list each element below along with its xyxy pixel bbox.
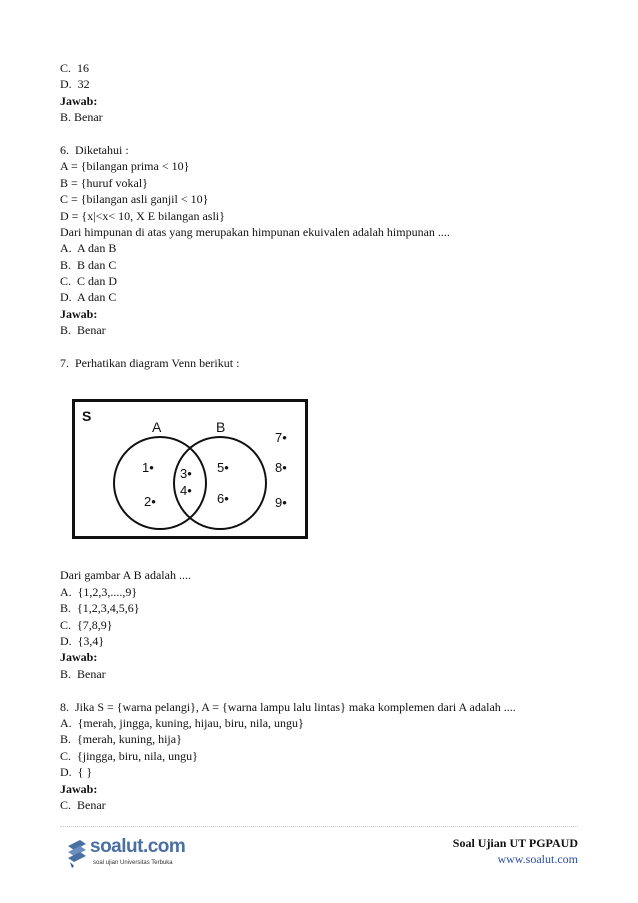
- soalut-logo-subtitle: soal ujian Universitas Terbuka: [93, 860, 173, 866]
- venn-set-b-label: B: [216, 419, 226, 435]
- venn-outside-2: 8•: [275, 460, 287, 475]
- q7-jawab-label: Jawab:: [60, 650, 98, 665]
- q8-option-d: D. { }: [60, 765, 93, 780]
- q5-option-d: D. 32: [60, 77, 90, 92]
- q6-set-c: C = {bilangan asli ganjil < 10}: [60, 192, 209, 207]
- footer-url-link[interactable]: www.soalut.com: [497, 852, 578, 866]
- q5-jawab-label: Jawab:: [60, 93, 98, 108]
- q7-option-d: D. {3,4}: [60, 633, 105, 648]
- q8-jawab-label: Jawab:: [60, 781, 98, 796]
- q6-option-c: C. C dan D: [60, 274, 117, 289]
- venn-set-a-label: A: [152, 419, 162, 435]
- q6-title: 6. Diketahui :: [60, 142, 129, 157]
- q6-set-a: A = {bilangan prima < 10}: [60, 159, 190, 174]
- venn-universe-label: S: [82, 408, 92, 424]
- venn-a-only-1: 1•: [142, 460, 154, 475]
- q6-set-b: B = {huruf vokal}: [60, 175, 148, 190]
- q8-option-b: B. {merah, kuning, hija}: [60, 732, 182, 747]
- q7-option-a: A. {1,2,3,....,9}: [60, 584, 138, 599]
- q7-question: Dari gambar A B adalah ....: [60, 568, 191, 583]
- venn-diagram: [72, 399, 308, 539]
- footer-title: Soal Ujian UT PGPAUD: [452, 836, 578, 850]
- q6-jawab-label: Jawab:: [60, 306, 98, 321]
- soalut-logo-text: soalut.com: [90, 836, 186, 857]
- q6-option-d: D. A dan C: [60, 290, 117, 305]
- q6-question: Dari himpunan di atas yang merupakan himpunan ekuivalen adalah himpunan ....: [60, 224, 450, 239]
- q6-answer: B. Benar: [60, 323, 106, 338]
- q5-option-c: C. 16: [60, 61, 90, 75]
- venn-intersection-2: 4•: [180, 483, 192, 498]
- q8-answer: C. Benar: [60, 797, 106, 812]
- q6-option-a: A. A dan B: [60, 241, 117, 256]
- q8-option-a: A. {merah, jingga, kuning, hijau, biru, nila, ungu}: [60, 715, 304, 730]
- venn-a-only-2: 2•: [144, 494, 156, 509]
- venn-outside-3: 9•: [275, 495, 287, 510]
- q5-answer: B. Benar: [60, 110, 103, 125]
- footer-divider: [60, 826, 578, 827]
- q6-set-d: D = {x|<x< 10, X E bilangan asli}: [60, 208, 225, 223]
- venn-b-only-2: 6•: [217, 491, 229, 506]
- q7-answer: B. Benar: [60, 666, 106, 681]
- q7-option-c: C. {7,8,9}: [60, 617, 113, 632]
- q6-option-b: B. B dan C: [60, 257, 117, 272]
- venn-intersection-1: 3•: [180, 466, 192, 481]
- venn-outside-1: 7•: [275, 430, 287, 445]
- q7-option-b: B. {1,2,3,4,5,6}: [60, 601, 140, 616]
- q8-question: 8. Jika S = {warna pelangi}, A = {warna lampu lalu lintas} maka komplemen dari A adalah ....: [60, 699, 516, 714]
- soalut-logo-icon: [66, 836, 90, 870]
- venn-b-only-1: 5•: [217, 460, 229, 475]
- q7-title: 7. Perhatikan diagram Venn berikut :: [60, 356, 240, 371]
- q8-option-c: C. {jingga, biru, nila, ungu}: [60, 748, 198, 763]
